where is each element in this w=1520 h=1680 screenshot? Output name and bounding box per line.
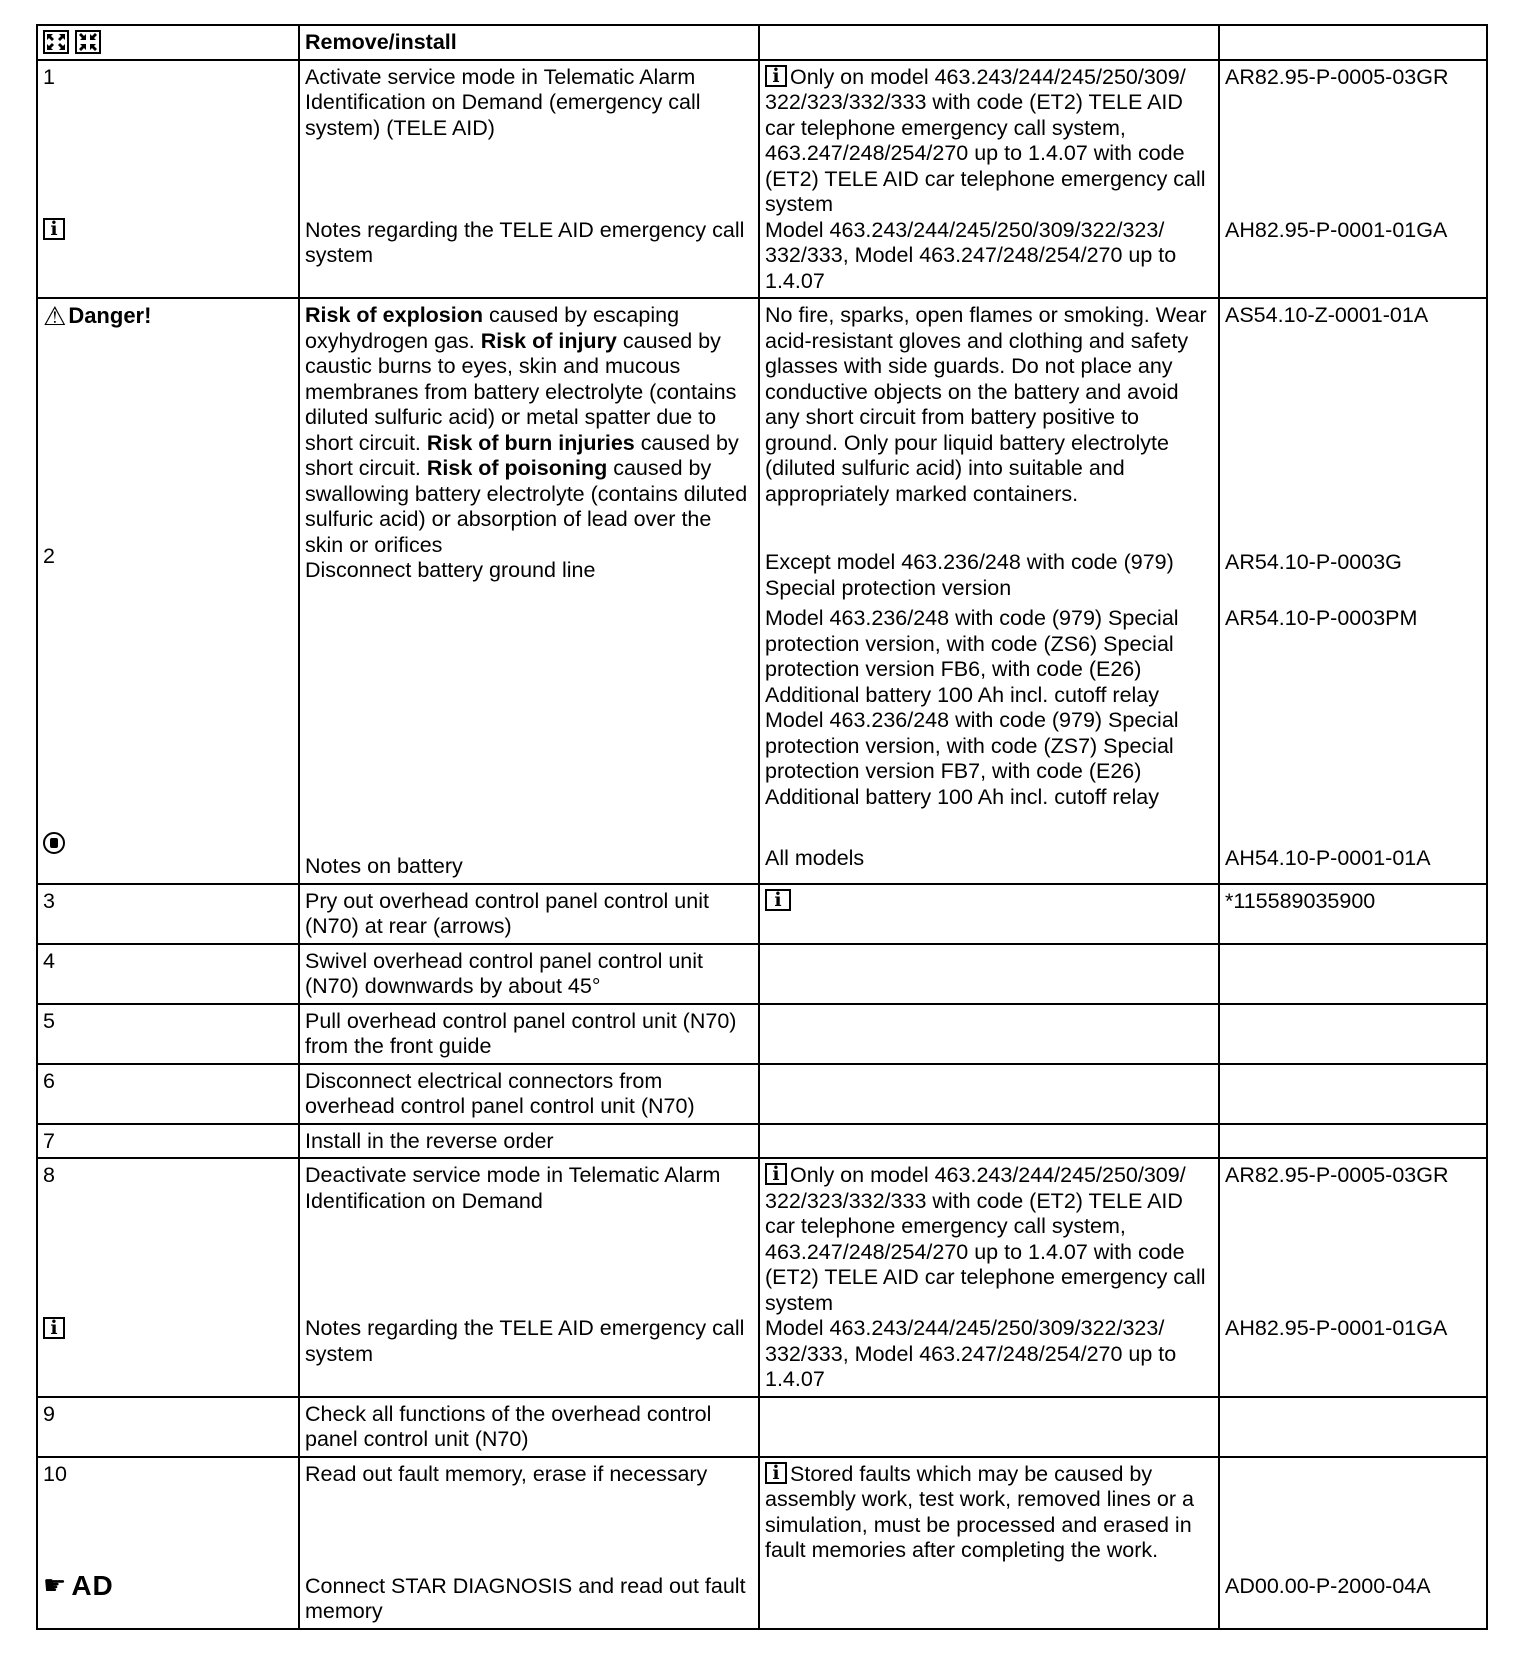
step-action: Read out fault memory, erase if necessary [305, 1461, 708, 1486]
reference-link[interactable]: AS54.10-Z-0001-01A [1225, 303, 1429, 327]
warning-triangle-icon: ⚠ [43, 301, 67, 331]
step-note: All models [765, 846, 865, 870]
step-action: Disconnect electrical connectors from overhead control panel control unit (N70) [299, 1064, 759, 1124]
step-number: 7 [37, 1124, 299, 1159]
step-number: 6 [37, 1064, 299, 1124]
danger-label: ⚠Danger! [43, 301, 152, 331]
step-action: Connect STAR DIAGNOSIS and read out fault memory [305, 1573, 746, 1623]
step-action: Deactivate service mode in Telematic Alarm Identification on Demand [305, 1163, 721, 1213]
table-row [37, 1397, 1487, 1457]
pointing-hand-icon: ☛ [43, 1570, 68, 1600]
reference-link[interactable]: *115589035900 [1219, 884, 1487, 944]
step-number: 1 [43, 64, 55, 89]
table-row [37, 884, 1487, 944]
table-row [37, 1124, 1487, 1159]
step-action: Activate service mode in Telematic Alarm Identification on Demand (emergency call system) (TELE AID) [305, 64, 701, 140]
step-note: Model 463.243/244/245/250/309/322/323/ 332/333, Model 463.247/248/254/270 up to 1.4.07 [765, 1316, 1177, 1391]
info-box-icon [765, 1163, 787, 1185]
step-number: 10 [43, 1461, 67, 1486]
step-number: 4 [37, 944, 299, 1004]
table-row [37, 298, 1487, 884]
step-action: Pull overhead control panel control unit (N70) from the front guide [299, 1004, 759, 1064]
reference-link[interactable]: AR82.95-P-0005-03GR [1225, 1163, 1449, 1187]
expand-arrows-icon [43, 30, 69, 54]
step-note: Model 463.236/248 with code (979) Special protection version, with code (ZS6) Special protection version FB6, with code (E26) Additional battery 100 Ah incl. cutoff relay Model 463.236/248 with code (979) Special protection version, with code (ZS7) Special protection version FB7, with code (E26) Additional battery 100 Ah incl. cutoff relay [765, 606, 1179, 809]
reference-link[interactable]: AR54.10-P-0003G [1225, 550, 1402, 574]
step-number: 3 [37, 884, 299, 944]
step-action: Disconnect battery ground line [305, 558, 596, 582]
step-action: Pry out overhead control panel control unit (N70) at rear (arrows) [299, 884, 759, 944]
table-row [37, 1158, 1487, 1397]
reference-link[interactable]: AR82.95-P-0005-03GR [1225, 64, 1449, 89]
header-empty-note [759, 25, 1219, 60]
step-note: Except model 463.236/248 with code (979) Special protection version [765, 550, 1174, 600]
info-box-icon [765, 1462, 787, 1484]
step-number: 8 [43, 1163, 55, 1187]
reference-link[interactable]: AH54.10-P-0001-01A [1225, 846, 1431, 870]
procedure-table [36, 24, 1488, 1630]
table-row [37, 1064, 1487, 1124]
step-note: Model 463.243/244/245/250/309/322/323/ 332/333, Model 463.247/248/254/270 up to 1.4.07 [765, 217, 1177, 293]
reference-link[interactable]: AD00.00-P-2000-04A [1225, 1573, 1431, 1598]
table-header-row [37, 25, 1487, 60]
reference-link[interactable]: AH82.95-P-0001-01GA [1225, 1316, 1448, 1340]
star-diagnosis-label: ☛ AD [43, 1570, 114, 1601]
step-action: Notes regarding the TELE AID emergency call system [305, 217, 745, 267]
step-action: Swivel overhead control panel control unit (N70) downwards by about 45° [299, 944, 759, 1004]
table-row [37, 1457, 1487, 1629]
step-action: Notes regarding the TELE AID emergency call system [305, 1316, 745, 1366]
step-note: Only on model 463.243/244/245/250/309/ 322/323/332/333 with code (ET2) TELE AID car telephone emergency call system, 463.247/248/254/270 up to 1.4.07 with code (ET2) TELE AID car telephone emergency call system [765, 1163, 1206, 1315]
info-box-icon [43, 218, 65, 240]
battery-note-icon [43, 832, 65, 854]
header-empty-ref [1219, 25, 1487, 60]
step-action: Notes on battery [305, 854, 463, 878]
table-row [37, 60, 1487, 299]
step-number: 5 [37, 1004, 299, 1064]
step-action: Check all functions of the overhead control panel control unit (N70) [299, 1397, 759, 1457]
header-icons-cell [37, 25, 299, 60]
table-row [37, 944, 1487, 1004]
step-note: Stored faults which may be caused by assembly work, test work, removed lines or a simulation, must be processed and erased in fault memories after completing the work. [765, 1461, 1194, 1562]
danger-text: Risk of explosion caused by escaping oxyhydrogen gas. Risk of injury caused by caustic burns to eyes, skin and mucous membranes from battery electrolyte (contains diluted sulfuric acid) or metal spatter due to short circuit. Risk of burn injuries caused by short circuit. Risk of poisoning caused by swallowing battery electrolyte (contains diluted sulfuric acid) or absorption of lead over the skin or orifices [305, 303, 748, 557]
step-number: 9 [37, 1397, 299, 1457]
info-box-icon [765, 65, 787, 87]
special-tool-icon[interactable] [765, 889, 791, 911]
collapse-arrows-icon [75, 30, 101, 54]
info-box-icon [43, 1317, 65, 1339]
danger-note: No fire, sparks, open flames or smoking. Wear acid-resistant gloves and clothing and safety glasses with side guards. Do not place any conductive objects on the battery and avoid any short circuit from battery positive to ground. Only pour liquid battery electrolyte (diluted sulfuric acid) into suitable and appropriately marked containers. [765, 303, 1207, 506]
table-row [37, 1004, 1487, 1064]
header-title: Remove/install [299, 25, 759, 60]
reference-link[interactable]: AR54.10-P-0003PM [1225, 606, 1418, 630]
reference-link[interactable]: AH82.95-P-0001-01GA [1225, 217, 1448, 242]
step-number: 2 [43, 543, 55, 568]
step-action: Install in the reverse order [299, 1124, 759, 1159]
step-note: Only on model 463.243/244/245/250/309/ 322/323/332/333 with code (ET2) TELE AID car telephone emergency call system, 463.247/248/254/270 up to 1.4.07 with code (ET2) TELE AID car telephone emergency call system [765, 64, 1206, 216]
